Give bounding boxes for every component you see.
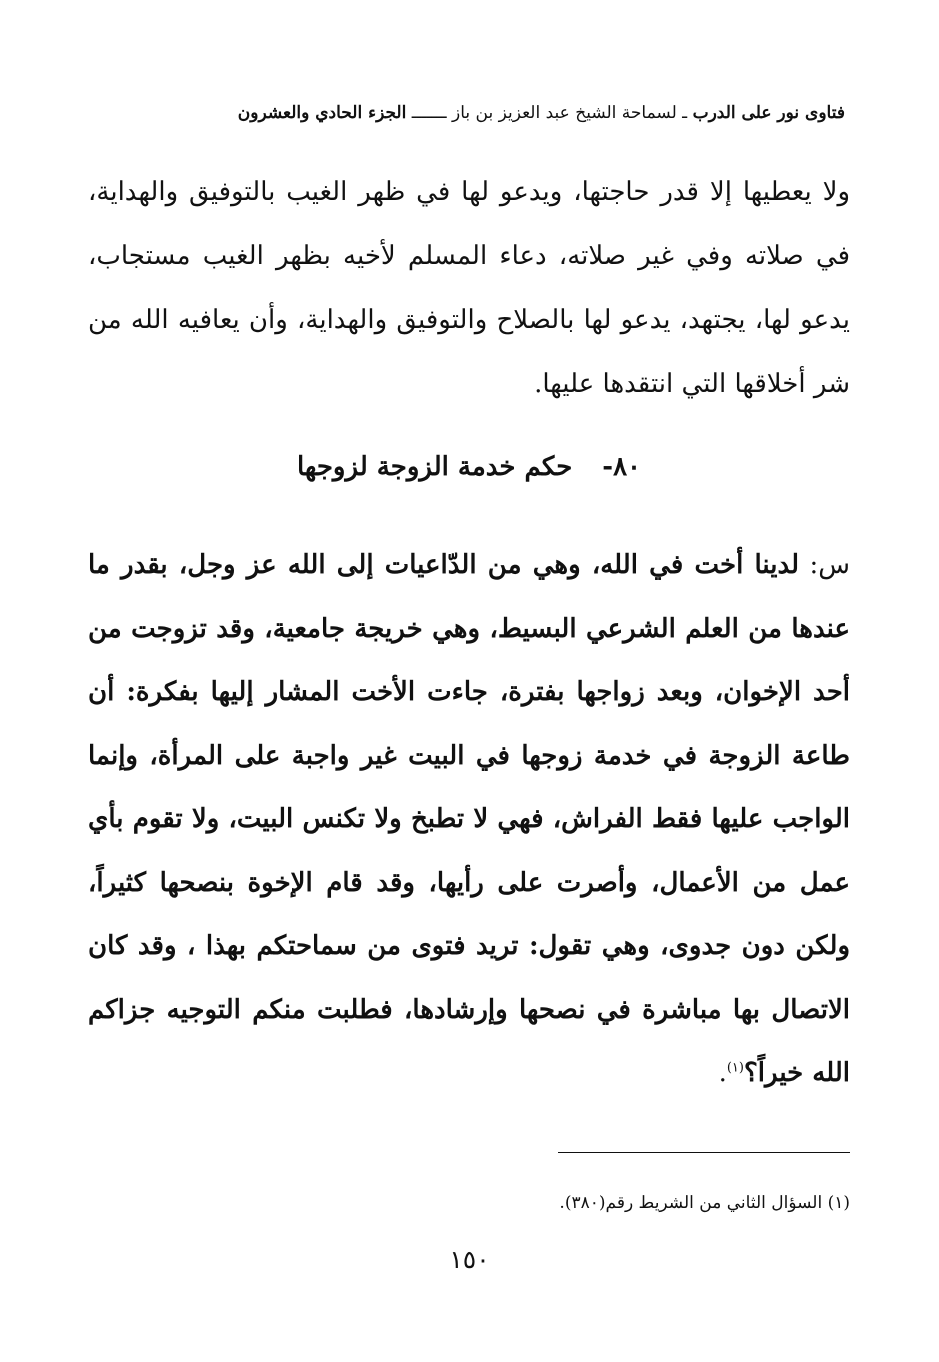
question-paragraph bbox=[88, 534, 850, 1106]
header-author: لسماحة الشيخ عبد العزيز بن باز bbox=[452, 103, 677, 123]
header-separator: ـ bbox=[676, 103, 693, 123]
section-heading bbox=[88, 442, 850, 492]
section-title: حكم خدمة الزوجة لزوجها bbox=[296, 452, 573, 482]
running-header bbox=[95, 98, 845, 128]
body-paragraph bbox=[88, 160, 850, 416]
question-end: . bbox=[718, 1058, 727, 1088]
question-label: س: bbox=[799, 550, 851, 580]
footnote-reference[interactable]: (١) bbox=[726, 1060, 744, 1076]
header-separator: ـــــــ bbox=[406, 103, 453, 123]
header-volume: الجزء الحادي والعشرون bbox=[237, 103, 407, 123]
footnote: (١) السؤال الثاني من الشريط رقم(٣٨٠). bbox=[559, 1193, 850, 1213]
footnote-divider bbox=[558, 1152, 850, 1153]
page-number: ١٥٠ bbox=[449, 1245, 490, 1274]
header-book-title: فتاوى نور على الدرب bbox=[692, 103, 845, 123]
section-number: ٨٠- bbox=[602, 452, 642, 482]
question-text: لدينا أخت في الله، وهي من الدّاعيات إلى الله عز وجل، بقدر ما عندها من العلم الشرعي البسيط، وهي خريجة جامعية، وقد تزوجت من أحد الإخوان، وبعد زواجها بفترة، جاءت الأخت المشار إليها بفكرة: أن طاعة الزوجة في خدمة زوجها في البيت غير واجبة على المرأة، وإنما الواجب عليها فقط الفراش، فهي لا تطبخ ولا تكنس البيت، ولا تقوم بأي عمل من الأعمال، وأصرت على رأيها، وقد قام الإخوة بنصحها كثيراً، ولكن دون جدوى، وهي تقول: تريد فتوى من سماحتكم بهذا ، وقد كان الاتصال بها مباشرة في نصحها وإرشادها، فطلبت منكم التوجيه جزاكم الله خيراً؟ bbox=[88, 550, 850, 1088]
paragraph-text: ولا يعطيها إلا قدر حاجتها، ويدعو لها في ظهر الغيب بالتوفيق والهداية، في صلاته وفي غير صلاته، دعاء المسلم لأخيه بظهر الغيب مستجاب، يدعو لها، يجتهد، يدعو لها بالصلاح والتوفيق والهداية، وأن يعافيه الله من شر أخلاقها التي انتقدها عليها. bbox=[88, 177, 850, 399]
